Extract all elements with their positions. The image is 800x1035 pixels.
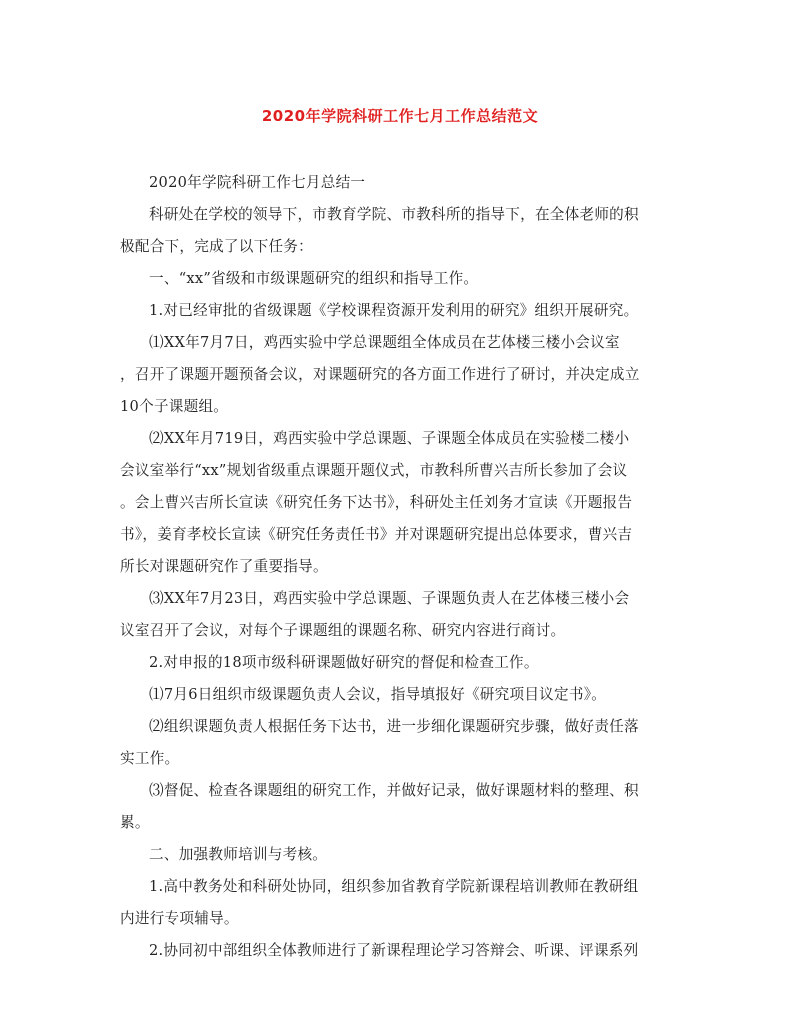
paragraph-line: 2020年学院科研工作七月总结一	[149, 174, 366, 191]
paragraph-line: ⑵XX年月719日，鸡西实验中学总课题、子课题全体成员在实验楼二楼小	[149, 430, 630, 447]
paragraph-line: 会议室举行“xx”规划省级重点课题开题仪式，市教科所曹兴吉所长参加了会议	[120, 462, 628, 479]
paragraph-line: ，召开了课题开题预备会议，对课题研究的各方面工作进行了研讨，并决定成立	[120, 366, 640, 383]
paragraph-line: 议室召开了会议，对每个子课题组的课题名称、研究内容进行商讨。	[120, 622, 566, 639]
paragraph-line: ⑴7月6日组织市级课题负责人会议，指导填报好《研究项目议定书》。	[149, 686, 607, 703]
paragraph-line: 10个子课题组。	[120, 398, 229, 415]
paragraph-line: 1.高中教务处和科研处协同，组织参加省教育学院新课程培训教师在教研组	[149, 878, 639, 895]
paragraph-line: 实工作。	[120, 750, 180, 767]
paragraph-line: ⑵组织课题负责人根据任务下达书，进一步细化课题研究步骤，做好责任落	[149, 718, 639, 735]
paragraph-line: 内进行专项辅导。	[120, 910, 239, 927]
paragraph-line: 2.协同初中部组织全体教师进行了新课程理论学习答辩会、听课、评课系列	[149, 942, 639, 959]
paragraph-line: 。会上曹兴吉所长宣读《研究任务下达书》，科研处主任刘务才宣读《开题报告	[120, 494, 633, 511]
paragraph-line: 1.对已经审批的省级课题《学校课程资源开发利用的研究》组织开展研究。	[149, 302, 639, 319]
section-heading: 一、“xx”省级和市级课题研究的组织和指导工作。	[149, 270, 479, 287]
document-title: 2020年学院科研工作七月工作总结范文	[261, 107, 539, 125]
section-heading: 二、加强教师培训与考核。	[149, 846, 328, 863]
paragraph-line: ⑶督促、检查各课题组的研究工作，并做好记录，做好课题材料的整理、积	[149, 782, 639, 799]
paragraph-line: ⑴XX年7月7日，鸡西实验中学总课题组全体成员在艺体楼三楼小会议室	[149, 334, 620, 351]
paragraph-line: 2.对申报的18项市级科研课题做好研究的督促和检查工作。	[149, 654, 539, 671]
paragraph-line: 极配合下，完成了以下任务：	[120, 238, 313, 255]
paragraph-line: 所长对课题研究作了重要指导。	[120, 558, 328, 575]
document-body	[120, 167, 685, 967]
paragraph-line: 科研处在学校的领导下，市教育学院、市教科所的指导下，在全体老师的积	[149, 206, 639, 223]
paragraph-line: 累。	[120, 814, 150, 831]
paragraph-line: ⑶XX年7月23日，鸡西实验中学总课题、子课题负责人在艺体楼三楼小会	[149, 590, 630, 607]
paragraph-line: 书》，姜育孝校长宣读《研究任务责任书》并对课题研究提出总体要求，曹兴吉	[120, 526, 633, 543]
